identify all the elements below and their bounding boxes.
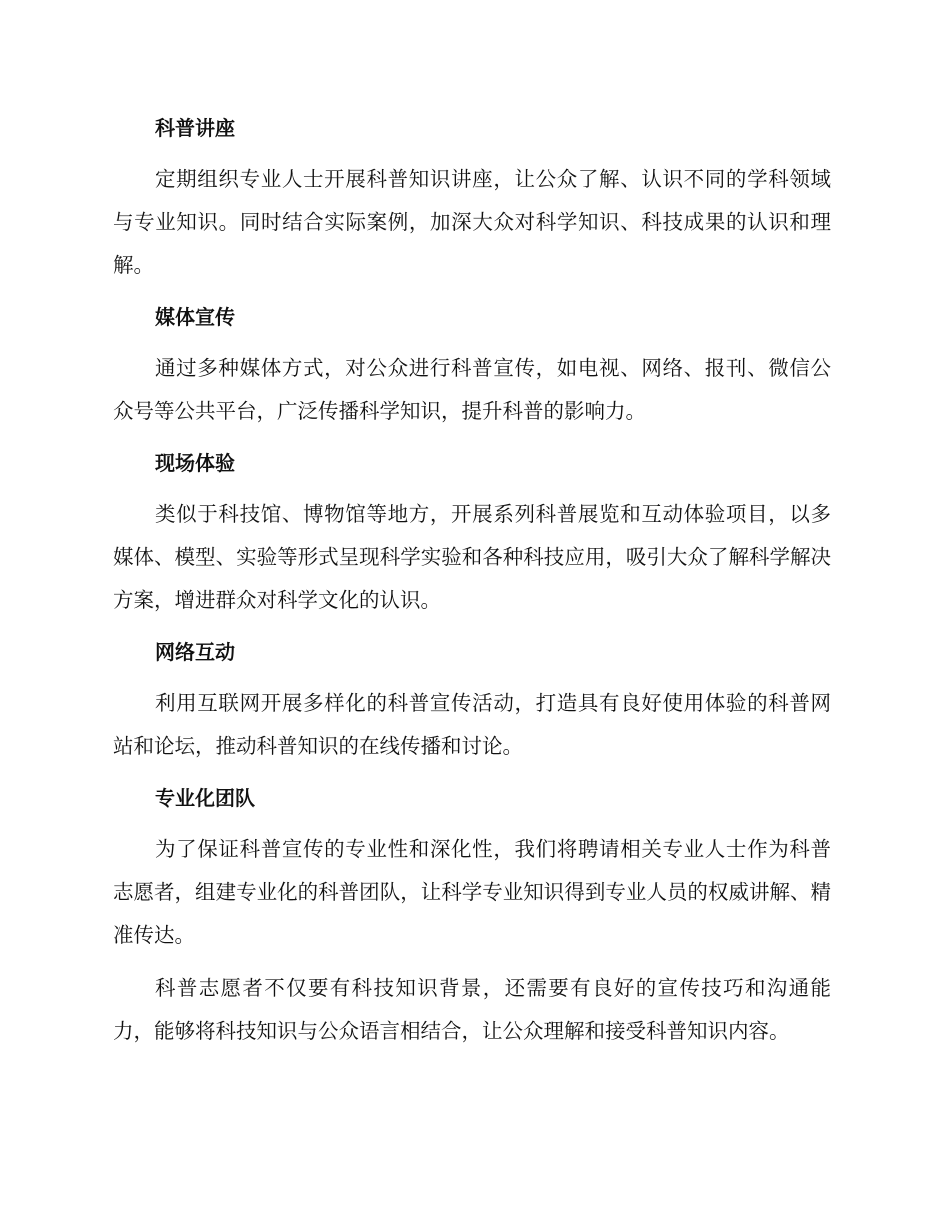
section-heading: 现场体验 [155,451,235,475]
section-paragraph: 科普志愿者不仅要有科技知识背景，还需要有良好的宣传技巧和沟通能力，能够将科技知识与公众语言相结合，让公众理解和接受科普知识内容。 [113,976,831,1043]
section-heading: 网络互动 [155,640,235,664]
section-paragraph: 利用互联网开展多样化的科普宣传活动，打造具有良好使用体验的科普网站和论坛，推动科普知识的在线传播和讨论。 [113,691,831,758]
document-body [113,108,831,1063]
section-paragraph: 通过多种媒体方式，对公众进行科普宣传，如电视、网络、报刊、微信公众号等公共平台，广泛传播科学知识，提升科普的影响力。 [113,356,831,423]
section-paragraph: 定期组织专业人士开展科普知识讲座，让公众了解、认识不同的学科领域与专业知识。同时结合实际案例，加深大众对科学知识、科技成果的认识和理解。 [113,167,831,277]
section-paragraph: 为了保证科普宣传的专业性和深化性，我们将聘请相关专业人士作为科普志愿者，组建专业化的科普团队，让科学专业知识得到专业人员的权威讲解、精准传达。 [113,837,831,947]
section-paragraph: 类似于科技馆、博物馆等地方，开展系列科普展览和互动体验项目，以多媒体、模型、实验等形式呈现科学实验和各种科技应用，吸引大众了解科学解决方案，增进群众对科学文化的认识。 [113,502,831,612]
section-heading: 科普讲座 [155,116,235,140]
section-heading: 专业化团队 [155,786,255,810]
section-heading: 媒体宣传 [155,305,235,329]
